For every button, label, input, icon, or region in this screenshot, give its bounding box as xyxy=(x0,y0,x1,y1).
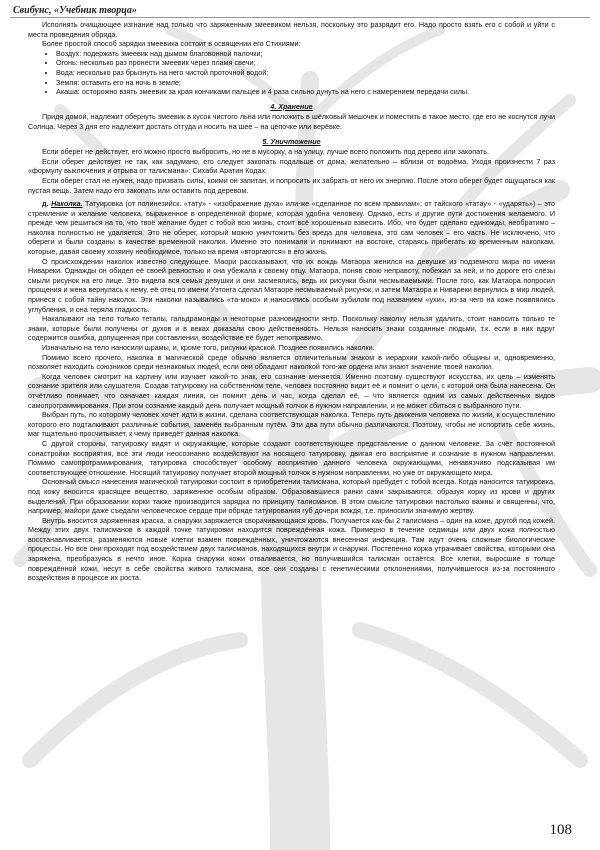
paragraph: Если оберег стал не нужен, надо призвать силы, коими он запитан, и попросить их забрать от него их энергию. После этого оберег будет ощущаться как пустая вещь. Затем надо его закопать или оставить под деревом. xyxy=(28,175,555,195)
list-item: • Акаша: осторожно взять змеевик за края кончиками пальцев и 4 раза сильно дунуть на него с намерением передачи силы. xyxy=(56,87,555,97)
paragraph: Если оберег действует не так, как задумано, его следует закопать подальше от дома, желательно – вблизи от водоёма. Уходя произнести 7 раз «формулу выключения и отрыва от талисмана»: Сихаби Аратин Кодах. xyxy=(28,156,555,176)
section-term: Наколка. xyxy=(51,199,83,209)
page-number: 108 xyxy=(549,822,572,838)
paragraph: Более простой способ зарядки змеевика состоит в освящении его Стихиями: xyxy=(42,39,301,49)
paragraph: Помимо всего прочего, наколка в магической среде обычно является отличительным знаком в иерархии какой-либо общины и, одновременно, позволяет находить союзников среди незнакомых людей, если они обладают наколкой того-же ордена или знают значение твоей наколки. xyxy=(28,352,555,372)
paragraph: Исполнять очищающее изгнание над только что заряженным змеевиком нельзя, поскольку это разрядит его. Надо просто взять его с собой и уйти с места проведения обряда. xyxy=(28,20,555,39)
paragraph-tattoo-intro xyxy=(28,199,555,257)
section-letter: д. xyxy=(42,199,49,209)
paragraph: Основный смысл нанесения магической татуировки состоит в приобретении талисмана, который пребудет с тобой всегда. Когда наносится татуировка, под кожу вносится красящее вещество, заряженное особым образом. Образовавшиеся ранки сами закрываются, образуя корку из крови и других выделений. При образовании корки также производится зарядка по принципу талисманов. В этом смысле татуировки настолько важны и священны, что, например, майори даже съедали человеческое сердце при обряде татуирования губ дочери вождя, т.е. приносили значимую жертву. xyxy=(28,477,555,516)
paragraph: О происхождении наколок известно следующее. Маори рассказывают, что их вождь Матаора женился на девушке из подземного мира по имени Нивареки. Однажды он обидел её своей ревностью и она убежала к своему отцу. Матаора, поняв свою неправоту, побежал за ней, и по дороге его слёзы смыли рисунок на его лице. Это видела вся семья девушки и они засмеялись, ведь их рисунки были несмываемыми. После того, как Матаора попросил прощения и жена вернулась к нему, её отец по имени Уэтонга сделал Матаоре несмываемый рисунок, и затем Матаора и Нивареки вернулись в мир людей, принеся с собой тайну наколок. Эти наколки назывались «та-моко» и наносились особым зубилом под названием «ухи», из-за чего на коже появлялись углубления, и она теряла гладкость. xyxy=(28,256,555,314)
main-text xyxy=(28,20,555,583)
paragraph: Внутрь вносится заряженная краска, а снаружи заряжается сворачивающаяся кровь. Получается как-бы 2 талисмана – один на коже, другой под кожей. Между этих двух талисманов в каждой точке татуировки находится повреждённая кожа. Примерно в течение седмицы или двух кожа полностью восстанавливается, разменяются новые клетки взамен повреждённых, уничтожаются внесенная инфекция. Там идут очень сложные биологические процессы. Но все они проходят под воздействием двух талисманов, находящихся внутри и снаружи. Постепенно корка утрачивает свойства, которыми она заряжена, преобразуясь в нечто иное. Корка снаружи кожи отваливается, но получившийся талисман остаётся. Все клетки, выросшие в толще повреждённой кожи, несут в себе свойства живого талисмана, все они созданы с генетическими отклонениями, получившегося из-за постоянного воздействия в процессе их роста. xyxy=(28,515,555,583)
paragraph: С другой стороны, татуировку видят и окружающие, которые создают соответствующее представление о данном человеке. За счёт постоянной сонастройки восприятия, все эти люди неосознанно воздействуют на носящего татуировку, двигая его восприятие и сознание в нужном направлении. Помимо самопрограммирования, татуировка способствует особому восприятию данного человека окружающими, ненавязчиво подсказывая им соответствующее отношение. Носящий татуировку получает второй мощный толчок в нужном направлении, но уже от окружающего мира. xyxy=(28,438,555,477)
paragraph-text: Татуировка (от полинезийск. «тату» - «изображение духа» или-же «сделанное по всем правилам»; от тайского «татау» - «ударять») – это стремление и желание человека, выраженное в определённой форме, которая удобна человеку. Однако, есть и другие пути достижения желаемого. И прежде чем решиться на то, что твоё желание будет с тобой всю жизнь, стоит всё хорошенько взвесить. Ибо, что будет сделано единожды, необратимо – наколка полностью не удаляется. Это не оберег, который можно уничтожить без вреда для человека, это сам человек – его часть. Не исключено, что обереги и были созданы в качестве временной наколки. Именно это понимали и понимают на востоке, стараясь прибегать ко временным наколкам, которые, давая своему хозяину необходимое, только на время «вторгаются» в его жизнь. xyxy=(28,199,555,257)
paragraph: Изначально на тело наносили шрамы, и, кроме того, рисунки краской. Позднее появились наколки. xyxy=(42,343,375,352)
elements-list xyxy=(28,49,555,97)
list-item: • Земля: оставить его на ночь в земле; xyxy=(56,78,555,88)
paragraph: Накалывают на тело только теталы, гальдрамонды и некоторые разновидности янтр. Поскольку наколку нельзя удалить, стоит наносить только те знаки, которые были получены от духов и в веках доказали свою действенность. Нельзя наносить знаки созданные людьми, т.к. если в них вдруг содержится ошибка, допущенная при составлении, воздействие её будет непоправимо. xyxy=(28,314,555,343)
page-header-title: Свибунс, «Учебник творца» xyxy=(13,5,137,16)
paragraph: Придя домой, надлежит обернуть змеевик в кусок чистого льна или положить в шёлковый мешочек и поместить в такое место, где его не коснутся лучи Солнца. Через 3 дня его надлежит достать оттуда и носить на шее – на цепочке или верёвке. xyxy=(28,112,555,131)
section-heading-storage: 4. Хранение xyxy=(270,101,313,111)
paragraph: Выбран путь, по которому человек хочет идти в жизни, сделана соответствующая наколка. Теперь путь движения человека по жизни, к осуществлению которого его подталкивают различные события, заменён выбранным путём. Эти два пути обычно различаются. Поэтому, чтобы не испортить себе жизнь, маг тщательно просчитывает, к чему приведёт данная наколка. xyxy=(28,410,555,439)
header-divider xyxy=(10,17,590,18)
list-item: • Вода: несколько раз брызнуть на него чистой проточной водой; xyxy=(56,68,555,78)
paragraph: Если оберег не действует, его можно просто выбросить, но не в мусорку, а на улицу, лучше всего положить под дерево или закопать. xyxy=(42,147,489,157)
section-heading-destruction: 5. Уничтожение xyxy=(262,136,321,146)
list-item: • Огонь: несколько раз пронести змеевик через пламя свечи; xyxy=(56,58,555,68)
paragraph: Когда человек смотрит на картину или изучает какой-то знак, его сознание меняется. Именно поэтому существуют искусства, их цель – изменять сознание зрителя или слушателя. Создав татуировку на собственном теле, человек постоянно видит её и помнит о цели, с которой она была нанесена. Он отчётливо понимает, что означает каждая линия, он помнит день и час, когда сделал её, – что является одним из самых действенных видов самопрограммирования. При этом сознание каждый день получает мощный толчок в нужном направлении, и не может сбиться с выбранного пути. xyxy=(28,371,555,410)
list-item: • Воздух: подержать змеевик над дымом благовонной палочки; xyxy=(56,49,555,59)
